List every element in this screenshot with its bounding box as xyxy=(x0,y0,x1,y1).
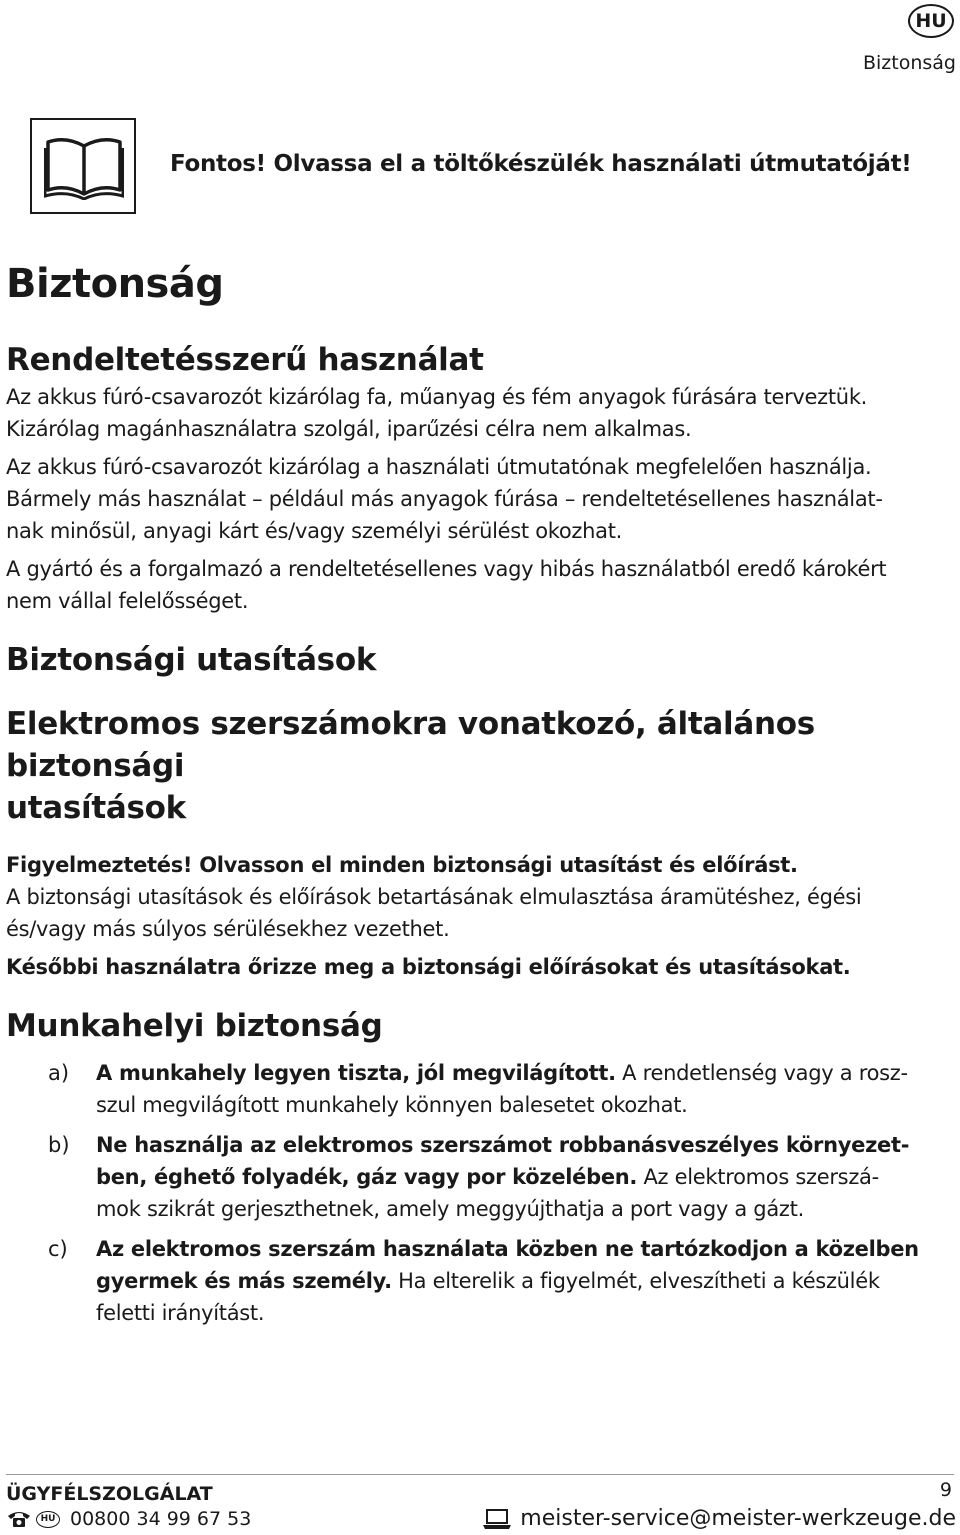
list-item-body xyxy=(96,1057,936,1121)
list-item xyxy=(6,1057,956,1121)
list-item-bold: gyermek és más személy. xyxy=(96,1269,392,1293)
intended-use-para1-line1: Az akkus fúró-csavarozót kizárólag fa, műanyag és fém anyagok fúrására terveztük. xyxy=(6,385,868,409)
intended-use-para3-line2: nak minősül, anyagi kárt és/vagy személyi sérülést okozhat. xyxy=(6,519,623,543)
list-marker: c) xyxy=(48,1237,68,1261)
header-section-title: Biztonság xyxy=(862,52,956,74)
safety-warning: Figyelmeztetés! Olvasson el minden biztonsági utasítást és előírást. xyxy=(6,853,798,877)
safety-subheading-line1: Elektromos szerszámokra vonatkozó, általános biztonsági xyxy=(6,706,815,784)
list-item-bold: A munkahely legyen tiszta, jól megvilágított. xyxy=(96,1061,616,1085)
safety-para-line1: A biztonsági utasítások és előírások betartásának elmulasztása áramütéshez, égési xyxy=(6,885,862,909)
intended-use-heading: Rendeltetésszerű használat xyxy=(6,342,484,378)
language-badge: HU xyxy=(908,4,954,38)
list-marker: b) xyxy=(48,1133,70,1157)
safety-subheading xyxy=(6,703,956,829)
note-icon-frame xyxy=(30,118,136,214)
list-marker: a) xyxy=(48,1061,70,1085)
list-item-bold: ben, éghető folyadék, gáz vagy por közelében. xyxy=(96,1165,638,1189)
open-book-icon xyxy=(44,134,124,200)
intended-use-para3-line1: Bármely más használat – például más anyagok fúrása – rendeltetésellenes használat- xyxy=(6,487,883,511)
page-number: 9 xyxy=(939,1479,952,1501)
list-item-text: Az elektromos szerszá- xyxy=(637,1165,879,1189)
list-item-text: feletti irányítást. xyxy=(96,1301,265,1325)
list-item-text: A rendetlenség vagy a rosz- xyxy=(615,1061,908,1085)
intended-use-para1-line2: Kizárólag magánhasználatra szolgál, iparűzési célra nem alkalmas. xyxy=(6,417,692,441)
note-text: Fontos! Olvassa el a töltőkészülék használati útmutatóját! xyxy=(170,151,912,177)
workplace-list xyxy=(6,1057,956,1329)
list-item xyxy=(6,1233,956,1329)
intended-use-para4-line2: nem vállal felelősséget. xyxy=(6,589,249,613)
phone-language-badge: HU xyxy=(36,1511,60,1528)
footer-phone xyxy=(6,1508,251,1530)
list-item-body xyxy=(96,1129,936,1225)
service-email-link[interactable]: meister-service@meister-werkzeuge.de xyxy=(520,1506,956,1531)
page-title: Biztonság xyxy=(6,261,224,307)
intended-use-para2: Az akkus fúró-csavarozót kizárólag a használati útmutatónak megfelelően használja. xyxy=(6,455,872,479)
safety-para-line2: és/vagy más súlyos sérülésekhez vezethet. xyxy=(6,917,450,941)
list-item-bold: Az elektromos szerszám használata közben ne tartózkodjon a közelben xyxy=(96,1237,919,1261)
intended-use-para4-line1: A gyártó és a forgalmazó a rendeltetésellenes vagy hibás használatból eredő károkért xyxy=(6,557,887,581)
safety-subheading-line2: utasítások xyxy=(6,790,186,826)
safety-heading: Biztonsági utasítások xyxy=(6,642,377,678)
safety-keep-note: Későbbi használatra őrizze meg a biztonsági előírásokat és utasításokat. xyxy=(6,955,851,979)
content xyxy=(6,255,956,1337)
footer-divider xyxy=(6,1474,954,1475)
laptop-icon xyxy=(482,1508,512,1530)
list-item-text: Ha elterelik a figyelmét, elveszítheti a készülék xyxy=(391,1269,880,1293)
phone-number[interactable]: 00800 34 99 67 53 xyxy=(70,1508,252,1530)
footer-service-title: ÜGYFÉLSZOLGÁLAT xyxy=(6,1483,213,1505)
footer-email xyxy=(482,1506,956,1531)
list-item-text: mok szikrát gerjeszthetnek, amely meggyújthatja a port vagy a gázt. xyxy=(96,1197,804,1221)
workplace-heading: Munkahelyi biztonság xyxy=(6,1008,383,1044)
list-item-bold: Ne használja az elektromos szerszámot robbanásveszélyes környezet- xyxy=(96,1133,910,1157)
telephone-icon xyxy=(6,1510,32,1528)
list-item-body xyxy=(96,1233,936,1329)
list-item xyxy=(6,1129,956,1225)
list-item-text: szul megvilágított munkahely könnyen balesetet okozhat. xyxy=(96,1093,688,1117)
